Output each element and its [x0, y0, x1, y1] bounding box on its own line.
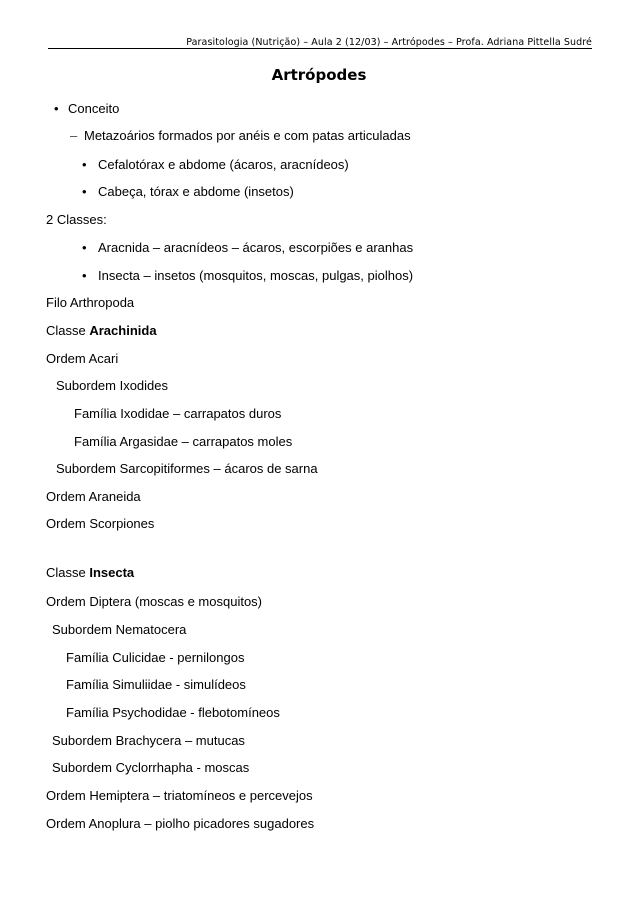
bullet-icon: • [82, 268, 87, 283]
outline-item-cefalotorax: Cefalotórax e abdome (ácaros, aracnídeos) [98, 157, 349, 172]
outline-item-cabeca: Cabeça, tórax e abdome (insetos) [98, 184, 294, 199]
dash-icon: – [70, 128, 78, 143]
subordem-ixodides: Subordem Ixodides [56, 378, 169, 393]
familia-psychodidae: Família Psychodidae - flebotomíneos [66, 705, 280, 720]
filo-arthropoda: Filo Arthropoda [46, 295, 135, 310]
subordem-cyclorrhapha: Subordem Cyclorrhapha - moscas [52, 760, 250, 775]
outline-definicao: Metazoários formados por anéis e com patas articuladas [84, 128, 411, 143]
ordem-scorpiones: Ordem Scorpiones [46, 516, 155, 531]
ordem-anoplura: Ordem Anoplura – piolho picadores sugadores [46, 816, 315, 831]
subordem-brachycera: Subordem Brachycera – mutucas [52, 733, 245, 748]
outline-classe-insecta: Insecta – insetos (mosquitos, moscas, pulgas, piolhos) [98, 268, 414, 283]
classe-prefix: Classe [46, 565, 90, 580]
subordem-nematocera: Subordem Nematocera [52, 622, 187, 637]
bullet-icon: • [54, 101, 59, 116]
ordem-araneida: Ordem Araneida [46, 489, 141, 504]
classe-prefix: Classe [46, 323, 90, 338]
header-text: Parasitologia (Nutrição) – Aula 2 (12/03) – Artrópodes – Profa. Adriana Pittella Sudré [186, 37, 592, 48]
classe-name: Arachinida [89, 323, 157, 338]
familia-argasidae: Família Argasidae – carrapatos moles [74, 434, 293, 449]
classe-arachinida [46, 323, 157, 339]
familia-simuliidae: Família Simuliidae - simulídeos [66, 677, 246, 692]
outline-conceito: Conceito [68, 101, 120, 116]
ordem-hemiptera: Ordem Hemiptera – triatomíneos e percevejos [46, 788, 313, 803]
ordem-diptera: Ordem Diptera (moscas e mosquitos) [46, 594, 263, 609]
outline-classe-aracnida: Aracnida – aracnídeos – ácaros, escorpiões e aranhas [98, 240, 414, 255]
document-title: Artrópodes [271, 66, 367, 84]
familia-culicidae: Família Culicidae - pernilongos [66, 650, 245, 665]
classe-insecta [46, 565, 134, 581]
bullet-icon: • [82, 184, 87, 199]
familia-ixodidae: Família Ixodidae – carrapatos duros [74, 406, 282, 421]
bullet-icon: • [82, 157, 87, 172]
classe-name: Insecta [89, 565, 135, 580]
bullet-icon: • [82, 240, 87, 255]
page-header [48, 0, 592, 49]
subordem-sarcopitiformes: Subordem Sarcopitiformes – ácaros de sarna [56, 461, 318, 476]
ordem-acari: Ordem Acari [46, 351, 119, 366]
classes-label: 2 Classes: [46, 212, 107, 227]
